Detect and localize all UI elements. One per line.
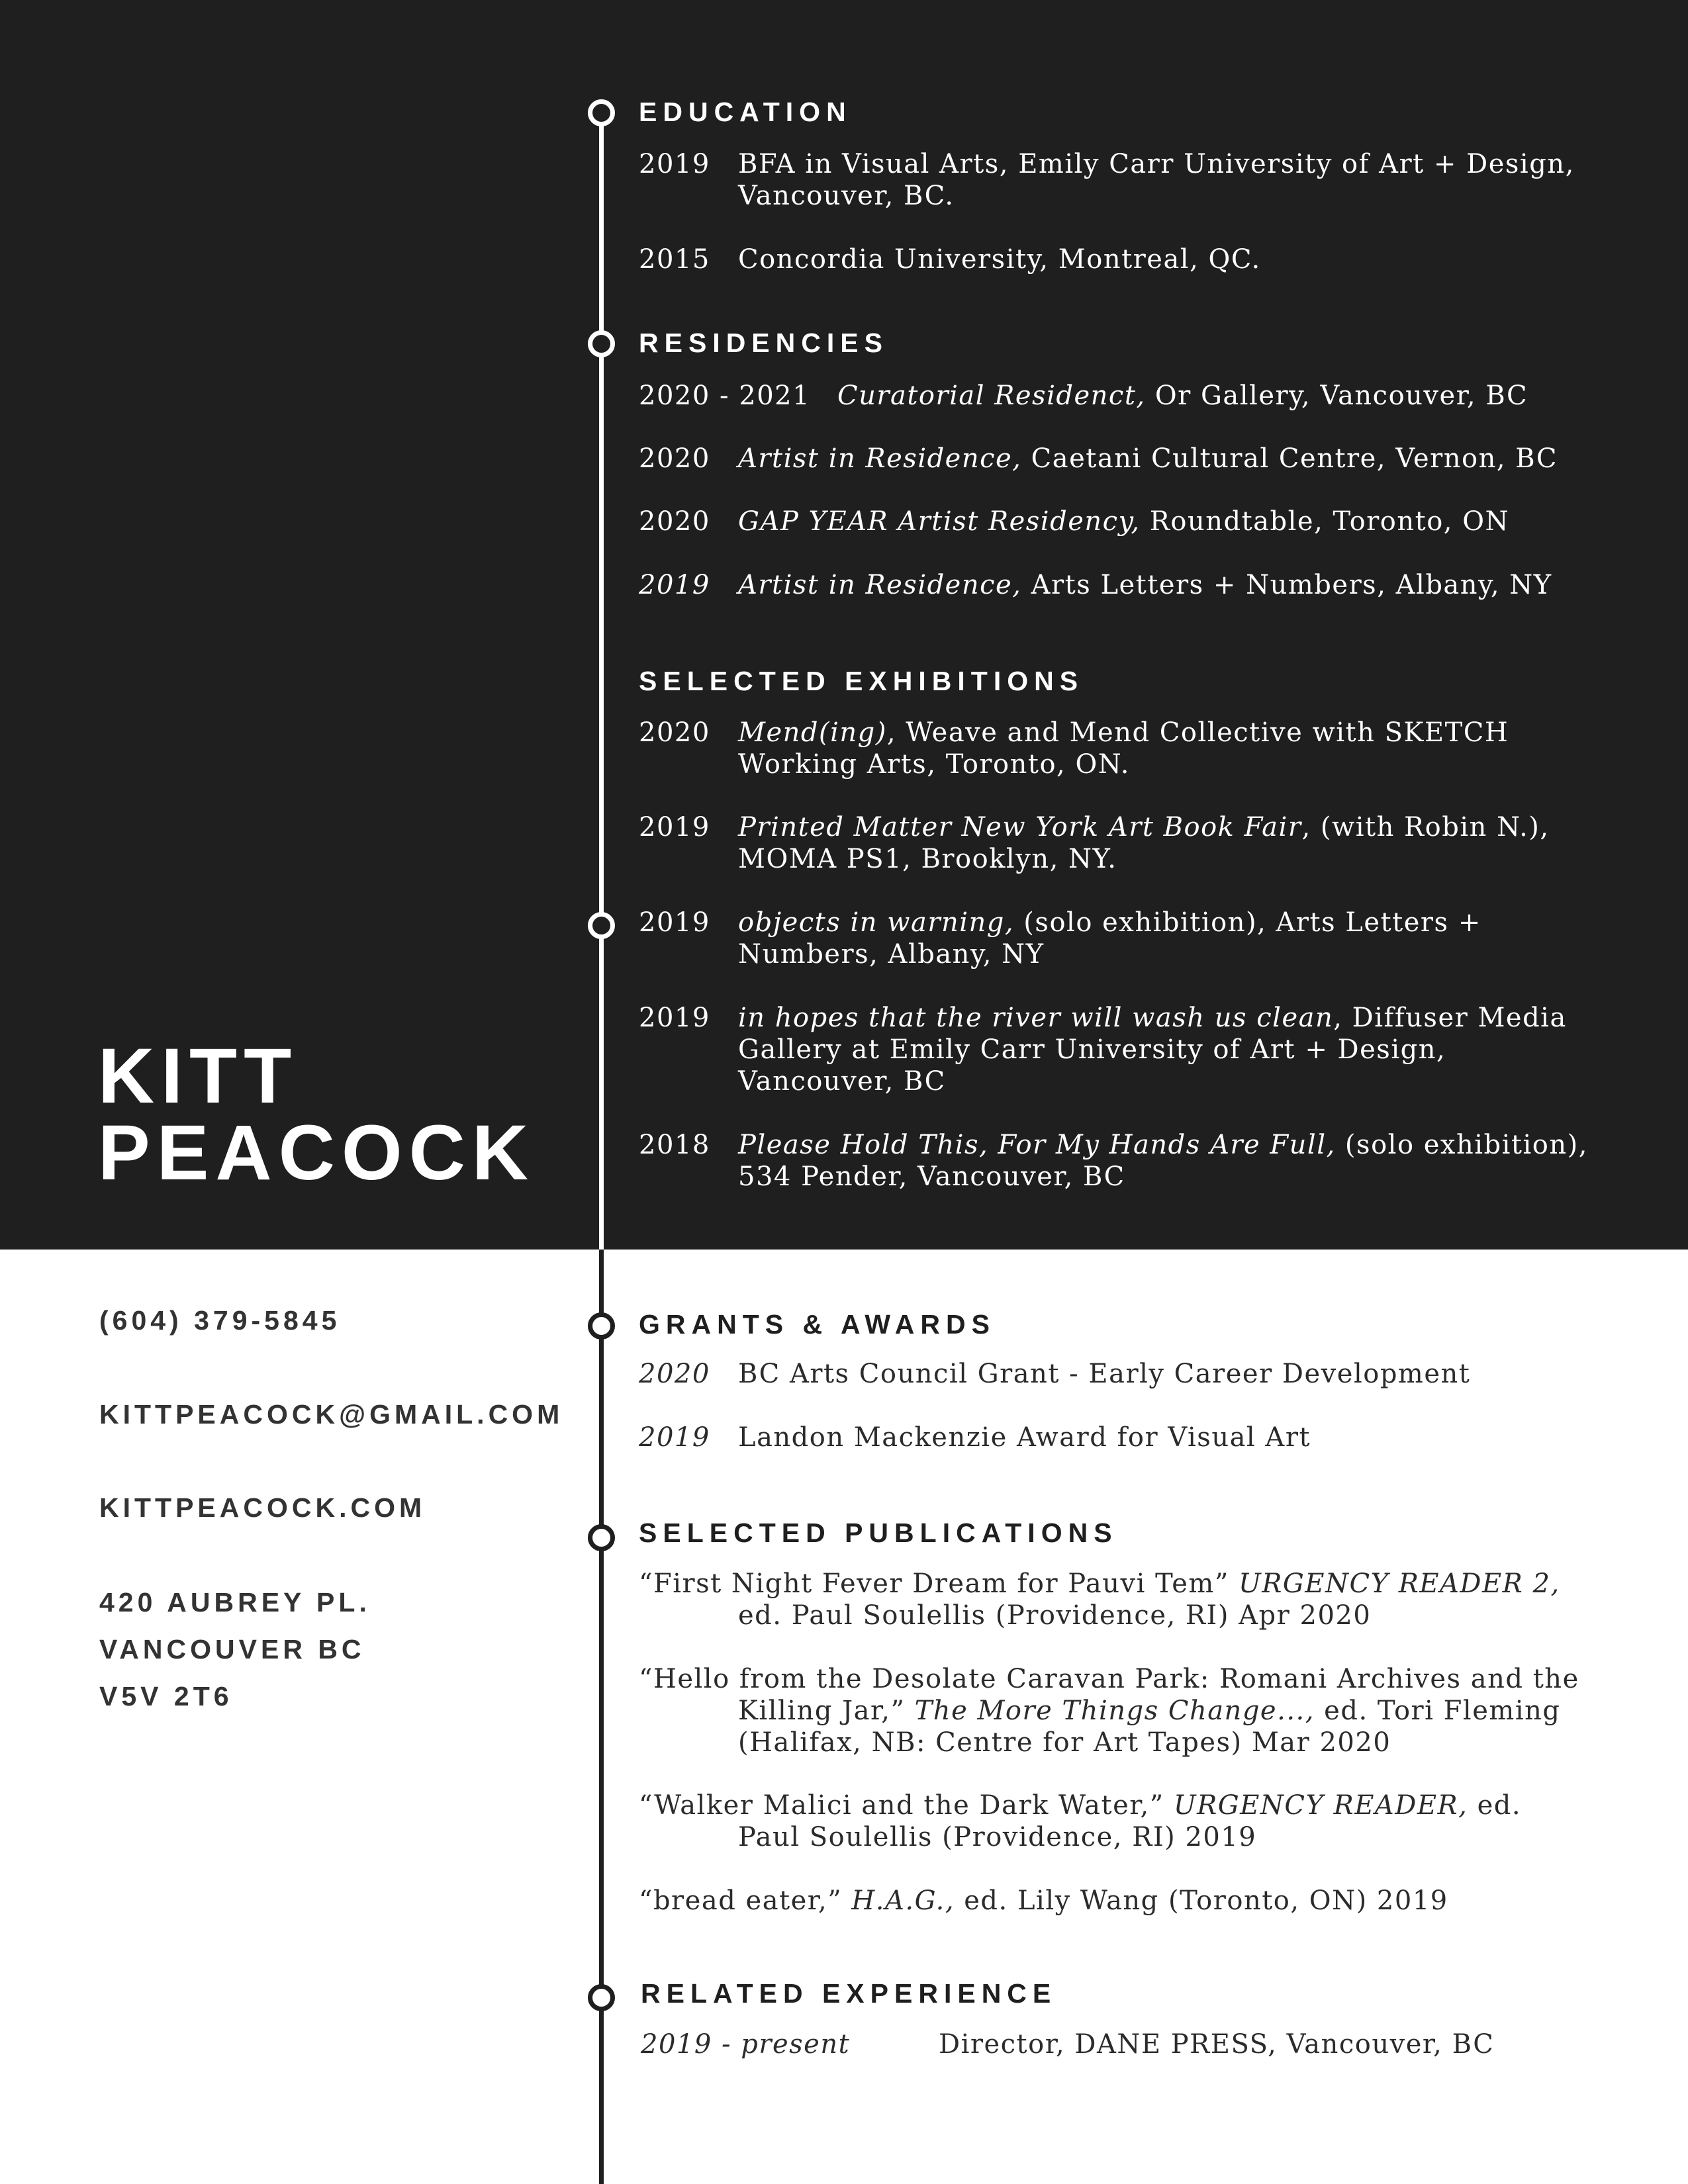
entry-title: Please Hold This, For My Hands Are Full, <box>738 1130 1336 1160</box>
publications-heading: SELECTED PUBLICATIONS <box>639 1518 1118 1548</box>
entry-years: 2019 - present <box>641 2029 851 2060</box>
entry-detail: Caetani Cultural Centre, Vernon, BC <box>1021 443 1558 474</box>
experience-heading: RELATED EXPERIENCE <box>641 1978 1057 2009</box>
entry-text <box>738 1129 1588 1193</box>
pub-text: “bread eater,” <box>639 1886 852 1916</box>
timeline-node-publications <box>588 1524 615 1551</box>
entry-text: Concordia University, Montreal, QC. <box>738 244 1261 275</box>
website-link[interactable]: KITTPEACOCK.COM <box>99 1492 426 1523</box>
entry-text-line: Working Arts, Toronto, ON. <box>738 749 1130 780</box>
pub-title: URGENCY READER, <box>1173 1790 1468 1821</box>
exhibitions-heading: SELECTED EXHIBITIONS <box>639 666 1084 696</box>
timeline-node-exhibitions <box>588 912 615 939</box>
entry-text <box>837 380 1528 412</box>
entry-detail: Roundtable, Toronto, ON <box>1140 506 1510 537</box>
pub-text: ed. <box>1468 1790 1522 1821</box>
entry-title: in hopes that the river will wash us clean <box>738 1003 1334 1033</box>
residencies-heading: RESIDENCIES <box>639 328 888 358</box>
entry-text: Director, DANE PRESS, Vancouver, BC <box>939 2029 1495 2060</box>
entry-year: 2020 - 2021 <box>639 381 811 411</box>
entry-text <box>738 506 1509 537</box>
entry-text <box>738 717 1509 780</box>
entry-text-line: Vancouver, BC <box>738 1066 946 1097</box>
publication-entry <box>639 1885 1448 1917</box>
address-line-1: 420 AUBREY PL. <box>99 1587 371 1617</box>
pub-text: “Walker Malici and the Dark Water,” <box>639 1790 1174 1821</box>
entry-year: 2019 <box>639 1003 710 1033</box>
entry-text <box>738 569 1552 601</box>
pub-line <box>639 1695 1579 1727</box>
entry-title: Curatorial Residenct, <box>837 381 1146 411</box>
pub-title: H.A.G., <box>851 1886 955 1916</box>
timeline-node-experience <box>588 1984 615 2011</box>
entry-text <box>738 148 1575 212</box>
publication-entry <box>639 1790 1521 1853</box>
pub-title: URGENCY READER 2, <box>1238 1569 1560 1599</box>
entry-text: Landon Mackenzie Award for Visual Art <box>738 1422 1311 1453</box>
entry-year: 2020 <box>639 506 710 537</box>
pub-title: The More Things Change..., <box>914 1696 1315 1726</box>
pub-line: (Halifax, NB: Centre for Art Tapes) Mar 2020 <box>738 1727 1391 1758</box>
entry-title: Printed Matter New York Art Book Fair <box>738 812 1302 842</box>
entry-title: Artist in Residence, <box>738 570 1022 600</box>
first-name: KITT <box>98 1032 299 1120</box>
entry-year: 2018 <box>639 1130 710 1160</box>
address-line-2: VANCOUVER BC <box>99 1634 365 1664</box>
timeline-line-bottom <box>599 1250 604 2184</box>
entry-detail: Arts Letters + Numbers, Albany, NY <box>1021 570 1552 600</box>
entry-detail: , Weave and Mend Collective with SKETCH <box>886 717 1509 748</box>
entry-year: 2019 <box>639 1422 710 1453</box>
entry-detail: (solo exhibition), Arts Letters + <box>1014 907 1481 938</box>
entry-detail: , Diffuser Media <box>1333 1003 1567 1033</box>
pub-text: “Hello from the Desolate Caravan Park: Romani Archives and the <box>639 1664 1579 1694</box>
entry-year: 2015 <box>639 244 710 275</box>
pub-text: ed. Tori Fleming <box>1314 1696 1561 1726</box>
timeline-node-grants <box>588 1312 615 1340</box>
pub-text: ed. Lily Wang (Toronto, ON) 2019 <box>955 1886 1448 1916</box>
entry-year: 2019 <box>639 907 710 938</box>
pub-text: Killing Jar,” <box>738 1696 915 1726</box>
entry-title: Artist in Residence, <box>738 443 1022 474</box>
pub-line: ed. Paul Soulellis (Providence, RI) Apr 2020 <box>738 1600 1372 1631</box>
phone-number[interactable]: (604) 379-5845 <box>99 1305 341 1336</box>
email-address[interactable]: KITTPEACOCK@GMAIL.COM <box>99 1399 564 1430</box>
entry-text <box>738 443 1558 475</box>
entry-text-line: 534 Pender, Vancouver, BC <box>738 1161 1125 1192</box>
pub-line: Paul Soulellis (Providence, RI) 2019 <box>738 1822 1257 1852</box>
publication-entry <box>639 1568 1560 1631</box>
entry-year: 2019 <box>639 149 710 179</box>
entry-title: Mend(ing) <box>738 717 887 748</box>
entry-year: 2020 <box>639 1359 710 1389</box>
publication-entry <box>639 1663 1579 1758</box>
address-line-3: V5V 2T6 <box>99 1681 233 1711</box>
last-name: PEACOCK <box>98 1109 536 1197</box>
entry-detail: Or Gallery, Vancouver, BC <box>1145 381 1528 411</box>
entry-detail: (solo exhibition), <box>1335 1130 1588 1160</box>
entry-year: 2020 <box>639 717 710 748</box>
entry-text-line: MOMA PS1, Brooklyn, NY. <box>738 844 1117 874</box>
entry-text-line: BFA in Visual Arts, Emily Carr University of Art + Design, <box>738 149 1575 179</box>
timeline-node-residencies <box>588 330 615 357</box>
entry-title: objects in warning, <box>738 907 1015 938</box>
entry-detail: , (with Robin N.), <box>1301 812 1550 842</box>
timeline-line-top <box>599 113 604 1250</box>
entry-text: BC Arts Council Grant - Early Career Development <box>738 1359 1471 1389</box>
entry-text-line: Vancouver, BC. <box>738 181 955 211</box>
entry-text <box>738 1002 1567 1097</box>
entry-text <box>738 811 1550 875</box>
grants-heading: GRANTS & AWARDS <box>639 1309 996 1340</box>
entry-year: 2019 <box>639 812 710 842</box>
entry-text-line: Numbers, Albany, NY <box>738 939 1045 970</box>
entry-text <box>738 907 1481 970</box>
pub-text: “First Night Fever Dream for Pauvi Tem” <box>639 1569 1239 1599</box>
entry-text-line: Gallery at Emily Carr University of Art + Design, <box>738 1034 1446 1065</box>
entry-year: 2020 <box>639 443 710 474</box>
person-name <box>98 1032 536 1197</box>
entry-title: GAP YEAR Artist Residency, <box>738 506 1141 537</box>
timeline-node-education <box>588 99 615 126</box>
education-heading: EDUCATION <box>639 97 852 127</box>
entry-year: 2019 <box>639 570 710 600</box>
